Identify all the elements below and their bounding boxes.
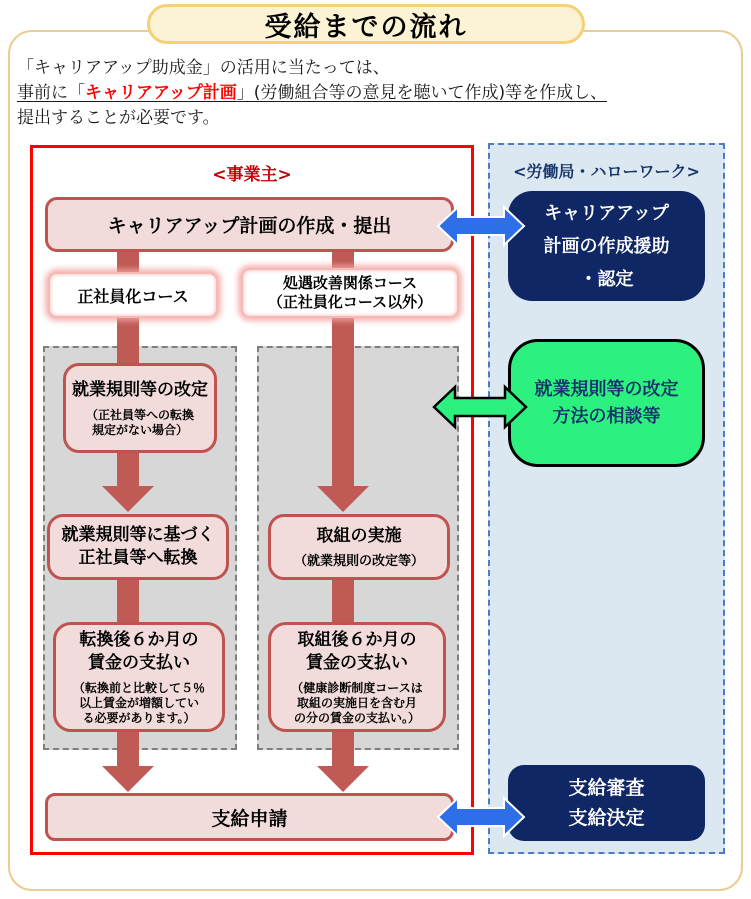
connector-stem-left-2 xyxy=(117,578,139,624)
down-arrow-right-1-icon xyxy=(317,486,369,512)
consultation-box: 就業規則等の改定 方法の相談等 xyxy=(508,339,705,467)
blue-double-arrow-top-icon xyxy=(436,204,526,248)
action-implementation-box: 取組の実施 （就業規則の改定等） xyxy=(268,514,450,580)
wage-payment-right-box: 取組後６か月の 賃金の支払い （健康診断制度コースは 取組の実施日を含む月 の分の賃金の支払い。） xyxy=(268,622,446,732)
work-rules-revision-title: 就業規則等の改定 xyxy=(72,379,208,400)
intro-text xyxy=(17,56,732,131)
benefit-application-label: 支給申請 xyxy=(211,807,288,830)
benefit-application-box xyxy=(45,793,454,841)
employer-panel xyxy=(30,145,474,855)
page-title xyxy=(147,4,585,44)
course-left-label: 正社員化コース xyxy=(77,286,189,306)
agency-panel xyxy=(488,143,725,854)
green-double-arrow-icon xyxy=(432,383,528,431)
page-title-text: 受給までの流れ xyxy=(264,11,468,43)
intro-line-3: 提出することが必要です。 xyxy=(17,108,220,128)
connector-stem-right-3 xyxy=(332,730,354,770)
intro-line-2-post: 」(労働組合等の意見を聴いて作成)等を作成し、 xyxy=(236,83,608,103)
wage-payment-right-note: （健康診断制度コースは 取組の実施日を含む月 の分の賃金の支払い。） xyxy=(291,680,423,725)
convert-to-regular-box: 就業規則等に基づく 正社員等へ転換 xyxy=(47,514,229,580)
review-decision-box: 支給審査 支給決定 xyxy=(508,765,705,841)
down-arrow-left-1-icon xyxy=(102,486,154,512)
employer-header: <事業主> xyxy=(212,165,292,185)
agency-header: <労働局・ハローワーク> xyxy=(513,162,700,181)
intro-line-2 xyxy=(17,81,732,106)
course-right-label-box xyxy=(241,268,459,318)
intro-line-2-pre: 事前に「 xyxy=(17,83,85,103)
work-rules-revision-note: （正社員等への転換 規定がない場合） xyxy=(85,407,194,437)
intro-line-1: 「キャリアアップ助成金」の活用に当たっては、 xyxy=(17,58,390,78)
action-implementation-note: （就業規則の改定等） xyxy=(293,554,424,569)
course-left-label-box xyxy=(48,272,218,318)
plan-create-submit-box xyxy=(45,197,454,252)
connector-stem-left-mid xyxy=(117,451,139,489)
down-arrow-right-2-icon xyxy=(317,766,369,792)
career-up-plan-highlight: キャリアアップ計画 xyxy=(85,83,237,103)
connector-stem-right-2 xyxy=(332,578,354,624)
blue-double-arrow-bottom-icon xyxy=(436,795,526,839)
wage-payment-left-box: 転換後６か月の 賃金の支払い （転換前と比較して５％ 以上賃金が増額してい る必要があります。） xyxy=(53,622,225,732)
work-rules-revision-box xyxy=(63,363,217,453)
connector-stem-left-3 xyxy=(117,730,139,770)
course-right-line-2: （正社員化コース以外） xyxy=(267,293,433,311)
course-right-line-1: 処遇改善関係コース xyxy=(282,274,418,292)
plan-assist-certify-box: キャリアアップ 計画の作成援助 ・認定 xyxy=(508,191,705,301)
plan-create-submit-label: キャリアアップ計画の作成・提出 xyxy=(107,215,392,237)
down-arrow-left-2-icon xyxy=(102,766,154,792)
wage-payment-left-note: （転換前と比較して５％ 以上賃金が増額してい る必要があります。） xyxy=(72,680,205,725)
